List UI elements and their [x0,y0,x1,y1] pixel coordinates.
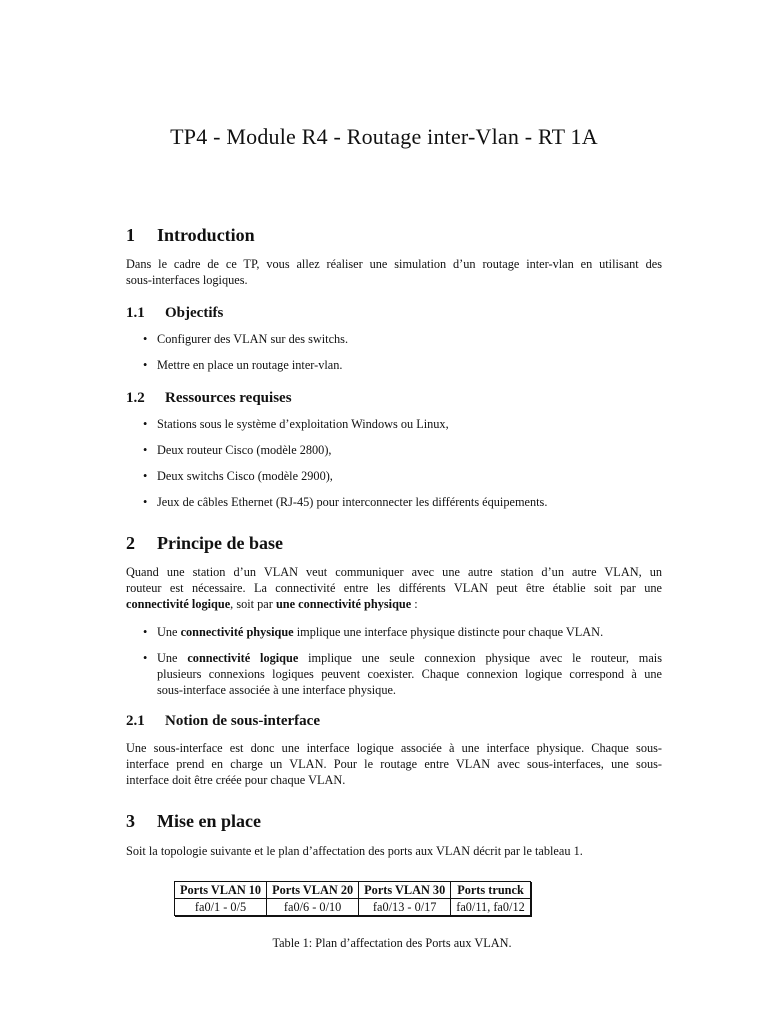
bullet-icon: • [143,417,148,431]
list-item [126,650,662,698]
section-title: Mise en place [157,811,261,831]
section-2-1-heading [126,713,320,730]
text-fragment: Une [157,625,181,639]
bold-term: connectivité physique [180,625,294,639]
table-header-cell: Ports trunck [451,882,531,899]
resources-list [126,416,662,510]
section-1-2-heading [126,390,292,407]
list-item-text: Configurer des VLAN sur des switchs. [157,332,349,346]
document-title: TP4 - Module R4 - Routage inter-Vlan - RT 1A [170,124,598,149]
objectives-list [126,331,662,373]
section-2-heading [126,533,283,554]
table-caption: Table 1: Plan d’affectation des Ports aux VLAN. [272,936,512,950]
list-item-text: Mettre en place un routage inter-vlan. [157,358,343,372]
section-title: Introduction [157,225,255,245]
bullet-icon: • [143,495,148,509]
bullet-icon: • [143,651,148,665]
connectivity-list [126,624,662,698]
text-line: sous-interfaces logiques. [126,273,248,287]
section-number: 1.1 [126,305,145,321]
table-cell: fa0/13 - 0/17 [359,899,451,916]
list-item [126,624,662,640]
list-item-text: plusieurs connexions logiques peuvent coexister. Chaque connexion logique correspond à une [157,667,662,681]
table-header-cell: Ports VLAN 20 [267,882,359,899]
bold-term: connectivité logique [126,597,231,611]
text-fragment: , soit par [230,597,276,611]
list-item [126,331,662,347]
principle-paragraph [126,564,662,612]
bullet-icon: • [143,443,148,457]
list-item-text: sous-interface associée à une interface physique. [157,683,396,697]
table-row [175,899,531,916]
text-line: interface prend en charge un VLAN. Pour le routage entre VLAN avec sous-interfaces, une sous- [126,757,662,771]
section-number: 2.1 [126,713,145,729]
text-line: Quand une station d’un VLAN veut communiquer avec une autre station d’un autre VLAN, un [126,565,662,579]
section-title: Principe de base [157,533,283,553]
section-title: Ressources requises [165,390,292,406]
table-header-cell: Ports VLAN 10 [175,882,267,899]
section-title: Notion de sous-interface [165,713,320,729]
list-item [126,416,662,432]
text-line [126,596,662,612]
list-item [126,468,662,484]
list-item-text [157,650,662,666]
section-number: 1.2 [126,390,145,406]
text-fragment: Une [157,651,188,665]
subinterface-paragraph [126,740,662,788]
list-item-text: Deux routeur Cisco (modèle 2800), [157,443,332,457]
list-item-text [157,624,662,640]
bold-term: une connectivité physique [275,597,412,611]
section-number: 2 [126,533,135,553]
intro-paragraph [126,256,662,288]
section-3-heading [126,811,261,832]
section-1-1-heading [126,305,223,322]
list-item-text: Stations sous le système d’exploitation Windows ou Linux, [157,417,449,431]
table-cell: fa0/1 - 0/5 [175,899,267,916]
section-number: 3 [126,811,135,831]
section-number: 1 [126,225,135,245]
list-item [126,357,662,373]
text-line: Soit la topologie suivante et le plan d’affectation des ports aux VLAN décrit par le tableau 1. [126,844,583,858]
bullet-icon: • [143,469,148,483]
text-line: interface doit être créée pour chaque VLAN. [126,773,346,787]
table-cell: fa0/6 - 0/10 [267,899,359,916]
ports-table [174,881,531,916]
text-fragment: implique une interface physique distincte pour chaque VLAN. [293,625,604,639]
bullet-icon: • [143,332,148,346]
list-item-text: Deux switchs Cisco (modèle 2900), [157,469,333,483]
setup-paragraph [126,843,662,859]
section-title: Objectifs [165,305,224,321]
table-header-cell: Ports VLAN 30 [359,882,451,899]
section-1-heading [126,225,255,246]
bullet-icon: • [143,358,148,372]
text-fragment: : [411,597,418,611]
table-header-row [175,882,531,899]
list-item-text: Jeux de câbles Ethernet (RJ-45) pour interconnecter les différents équipements. [157,495,548,509]
text-line: Dans le cadre de ce TP, vous allez réaliser une simulation d’un routage inter-vlan en utilisant des [126,257,662,271]
text-fragment: implique une seule connexion physique avec le routeur, mais [298,651,663,665]
bullet-icon: • [143,625,148,639]
text-line: routeur est nécessaire. La connectivité entre les différents VLAN peut être établie soit par une [126,581,662,595]
list-item [126,442,662,458]
text-line: Une sous-interface est donc une interface logique associée à une interface physique. Chaque sous- [126,741,662,755]
bold-term: connectivité logique [187,651,299,665]
list-item [126,494,662,510]
table-cell: fa0/11, fa0/12 [451,899,531,916]
